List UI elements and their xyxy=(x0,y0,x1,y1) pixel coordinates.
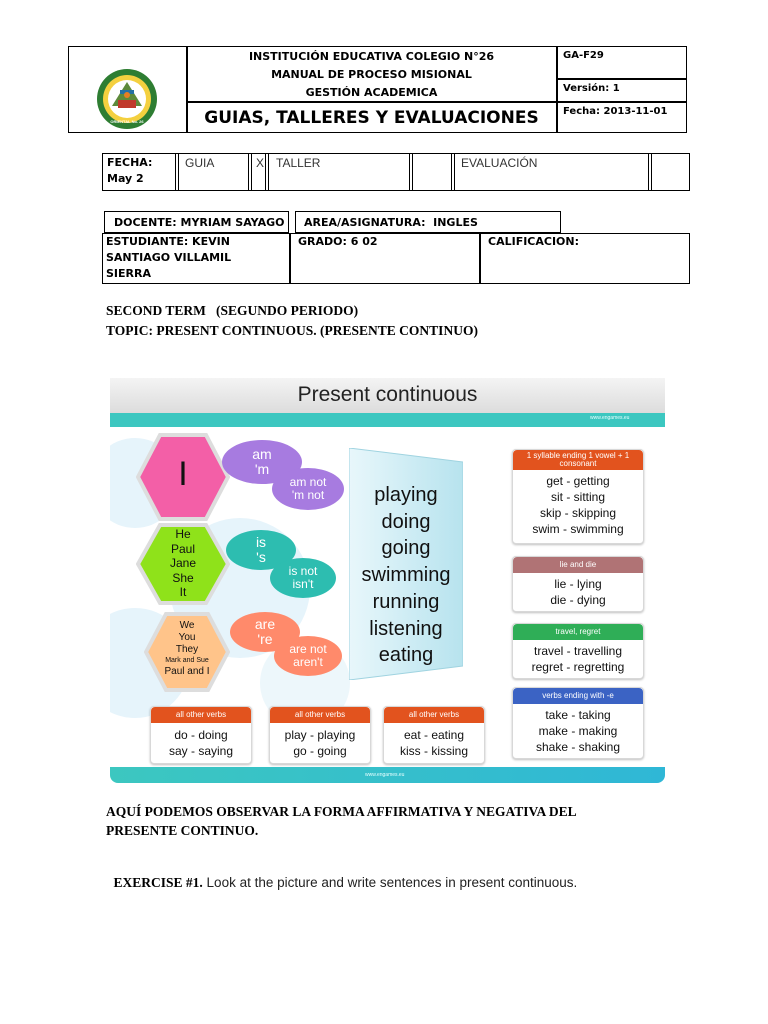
rule1-line: sit - sitting xyxy=(550,490,605,504)
document-title: GUIAS, TALLERES Y EVALUACIONES xyxy=(204,108,539,128)
is-not-short-text: isn't xyxy=(292,577,314,591)
estudiante-line-2: SANTIAGO VILLAMIL xyxy=(106,251,232,264)
are-short-text: 're xyxy=(257,631,273,647)
grado-label: GRADO: 6 02 xyxy=(298,235,378,248)
pronoun-you: You xyxy=(178,632,196,643)
other2-line: play - playing xyxy=(284,728,356,742)
rule-card-header: verbs ending with -e xyxy=(513,688,643,704)
guia-mark: X xyxy=(256,156,265,170)
is-not-bubble xyxy=(270,558,336,598)
verb-playing: playing xyxy=(374,484,438,506)
other-verbs-header: all other verbs xyxy=(384,707,484,723)
management-name: GESTIÓN ACADEMICA xyxy=(305,85,438,99)
other-verbs-card-3 xyxy=(383,706,485,764)
verb-doing: doing xyxy=(381,510,431,533)
document-code: GA-F29 xyxy=(563,50,604,61)
rule4-line: take - taking xyxy=(545,708,611,722)
is-text: is xyxy=(255,534,267,551)
observation-line-1: AQUÍ PODEMOS OBSERVAR LA FORMA AFFIRMATIVA Y NEGATIVA DEL xyxy=(106,804,577,819)
verb-going: going xyxy=(381,537,431,560)
figure-watermark-top: www.engames.eu xyxy=(590,415,630,421)
type-divider-6 xyxy=(648,153,652,191)
are-not-text: are not xyxy=(289,642,327,657)
am-not-bubble xyxy=(272,468,344,510)
rule2-line: lie - lying xyxy=(554,577,602,591)
pronoun-we: We xyxy=(179,620,195,631)
is-not-text: is not xyxy=(288,564,318,579)
rule-card-travel-regret xyxy=(512,623,644,679)
are-not-short-text: aren't xyxy=(293,655,323,669)
rule-card-header: travel, regret xyxy=(513,624,643,640)
other3-line: eat - eating xyxy=(403,728,465,742)
other1-line: say - saying xyxy=(168,744,234,758)
verb-swimming: swimming xyxy=(361,564,451,587)
type-divider-5 xyxy=(451,153,455,191)
rule1-line: swim - swimming xyxy=(532,522,624,536)
are-text: are xyxy=(254,616,276,633)
pronoun-mark-and-sue: Mark and Sue xyxy=(165,657,209,664)
hexagon-we-you-they xyxy=(144,612,230,692)
document-date: Fecha: 2013-11-01 xyxy=(563,106,668,117)
calificacion-label: CALIFICACION: xyxy=(488,235,580,248)
am-not-short-text: 'm not xyxy=(291,488,325,502)
rule-card-lie-die xyxy=(512,556,644,612)
type-divider-4 xyxy=(409,153,413,191)
student-divider-2 xyxy=(479,233,481,284)
am-not-text: am not xyxy=(289,475,327,490)
rule1-line: skip - skipping xyxy=(539,506,617,520)
hexagon-he-she-it xyxy=(136,523,230,605)
student-divider-1 xyxy=(289,233,291,284)
header-divider-mid xyxy=(186,101,557,103)
rule2-line: die - dying xyxy=(550,593,606,607)
pronoun-i: I xyxy=(178,455,188,493)
verb-eating: eating xyxy=(378,644,434,667)
taller-label: TALLER xyxy=(276,156,321,170)
am-text: am xyxy=(252,446,272,463)
other-verbs-card-1 xyxy=(150,706,252,764)
exercise-label: EXERCISE #1. xyxy=(113,875,203,890)
verbs-panel xyxy=(349,448,463,680)
rule3-line: travel - travelling xyxy=(533,644,623,658)
am-short-text: 'm xyxy=(254,461,270,477)
header-divider-r2 xyxy=(556,101,687,103)
pronoun-she: She xyxy=(172,570,194,585)
evaluacion-label: EVALUACIÓN xyxy=(461,156,538,170)
pronoun-paul-and-i: Paul and I xyxy=(164,666,210,677)
school-logo xyxy=(96,68,158,130)
group2-list xyxy=(136,527,230,600)
type-divider-2 xyxy=(248,153,252,191)
rule-card-ending-e xyxy=(512,687,644,759)
other3-line: kiss - kissing xyxy=(399,744,468,758)
rule-card-header: 1 syllable ending 1 vowel + 1 consonant xyxy=(513,450,643,470)
rule1-line: get - getting xyxy=(546,474,610,488)
rule4-line: make - making xyxy=(538,724,618,738)
observation-line-2: PRESENTE CONTINUO. xyxy=(106,823,259,838)
area-label: AREA/ASIGNATURA: INGLES xyxy=(304,216,478,229)
are-not-bubble xyxy=(274,636,342,676)
header-divider-r1 xyxy=(556,78,687,80)
pronoun-paul: Paul xyxy=(170,541,196,556)
pronoun-jane: Jane xyxy=(169,556,197,570)
verb-running: running xyxy=(372,590,440,613)
rule-card-double-consonant xyxy=(512,449,644,544)
group3-list xyxy=(144,620,230,678)
pronoun-he: He xyxy=(175,527,191,541)
rule4-line: shake - shaking xyxy=(535,740,621,754)
exercise-line xyxy=(106,860,577,891)
rule-card-header: lie and die xyxy=(513,557,643,573)
type-divider-3 xyxy=(265,153,269,191)
figure-title: Present continuous xyxy=(297,383,478,406)
is-short-text: 's xyxy=(256,549,266,565)
header-divider-right xyxy=(556,46,558,133)
other2-line: go - going xyxy=(293,744,347,758)
fecha-label: FECHA: xyxy=(107,156,153,169)
topic-heading: TOPIC: PRESENT CONTINUOUS. (PRESENTE CONTINUO) xyxy=(106,323,478,338)
document-version: Versión: 1 xyxy=(563,83,620,94)
pronoun-it: It xyxy=(179,585,187,599)
ing-verbs-list xyxy=(349,482,463,669)
other-verbs-card-2 xyxy=(269,706,371,764)
exercise-text: Look at the picture and write sentences in present continuous. xyxy=(202,875,578,890)
other-verbs-header: all other verbs xyxy=(151,707,251,723)
other-verbs-header: all other verbs xyxy=(270,707,370,723)
fecha-value: May 2 xyxy=(107,172,144,185)
estudiante-line-1: ESTUDIANTE: KEVIN xyxy=(106,235,230,248)
institution-name: INSTITUCIÓN EDUCATIVA COLEGIO N°26 xyxy=(248,49,495,63)
verb-listening: listening xyxy=(369,617,443,640)
other1-line: do - doing xyxy=(174,728,228,742)
estudiante-line-3: SIERRA xyxy=(106,267,151,280)
logo-text: ORIENTAL No. 26 xyxy=(110,119,144,124)
figure-watermark-bottom: www.engames.eu xyxy=(365,772,405,778)
type-divider-1 xyxy=(175,153,179,191)
docente-label: DOCENTE: MYRIAM SAYAGO xyxy=(114,216,285,229)
pronoun-they: They xyxy=(175,644,199,655)
manual-name: MANUAL DE PROCESO MISIONAL xyxy=(271,67,472,81)
rule3-line: regret - regretting xyxy=(531,660,625,674)
figure-title-strip xyxy=(110,413,665,427)
hexagon-i xyxy=(136,433,230,521)
guia-label: GUIA xyxy=(185,156,215,170)
term-heading: SECOND TERM (SEGUNDO PERIODO) xyxy=(106,303,359,318)
present-continuous-figure xyxy=(110,378,665,783)
